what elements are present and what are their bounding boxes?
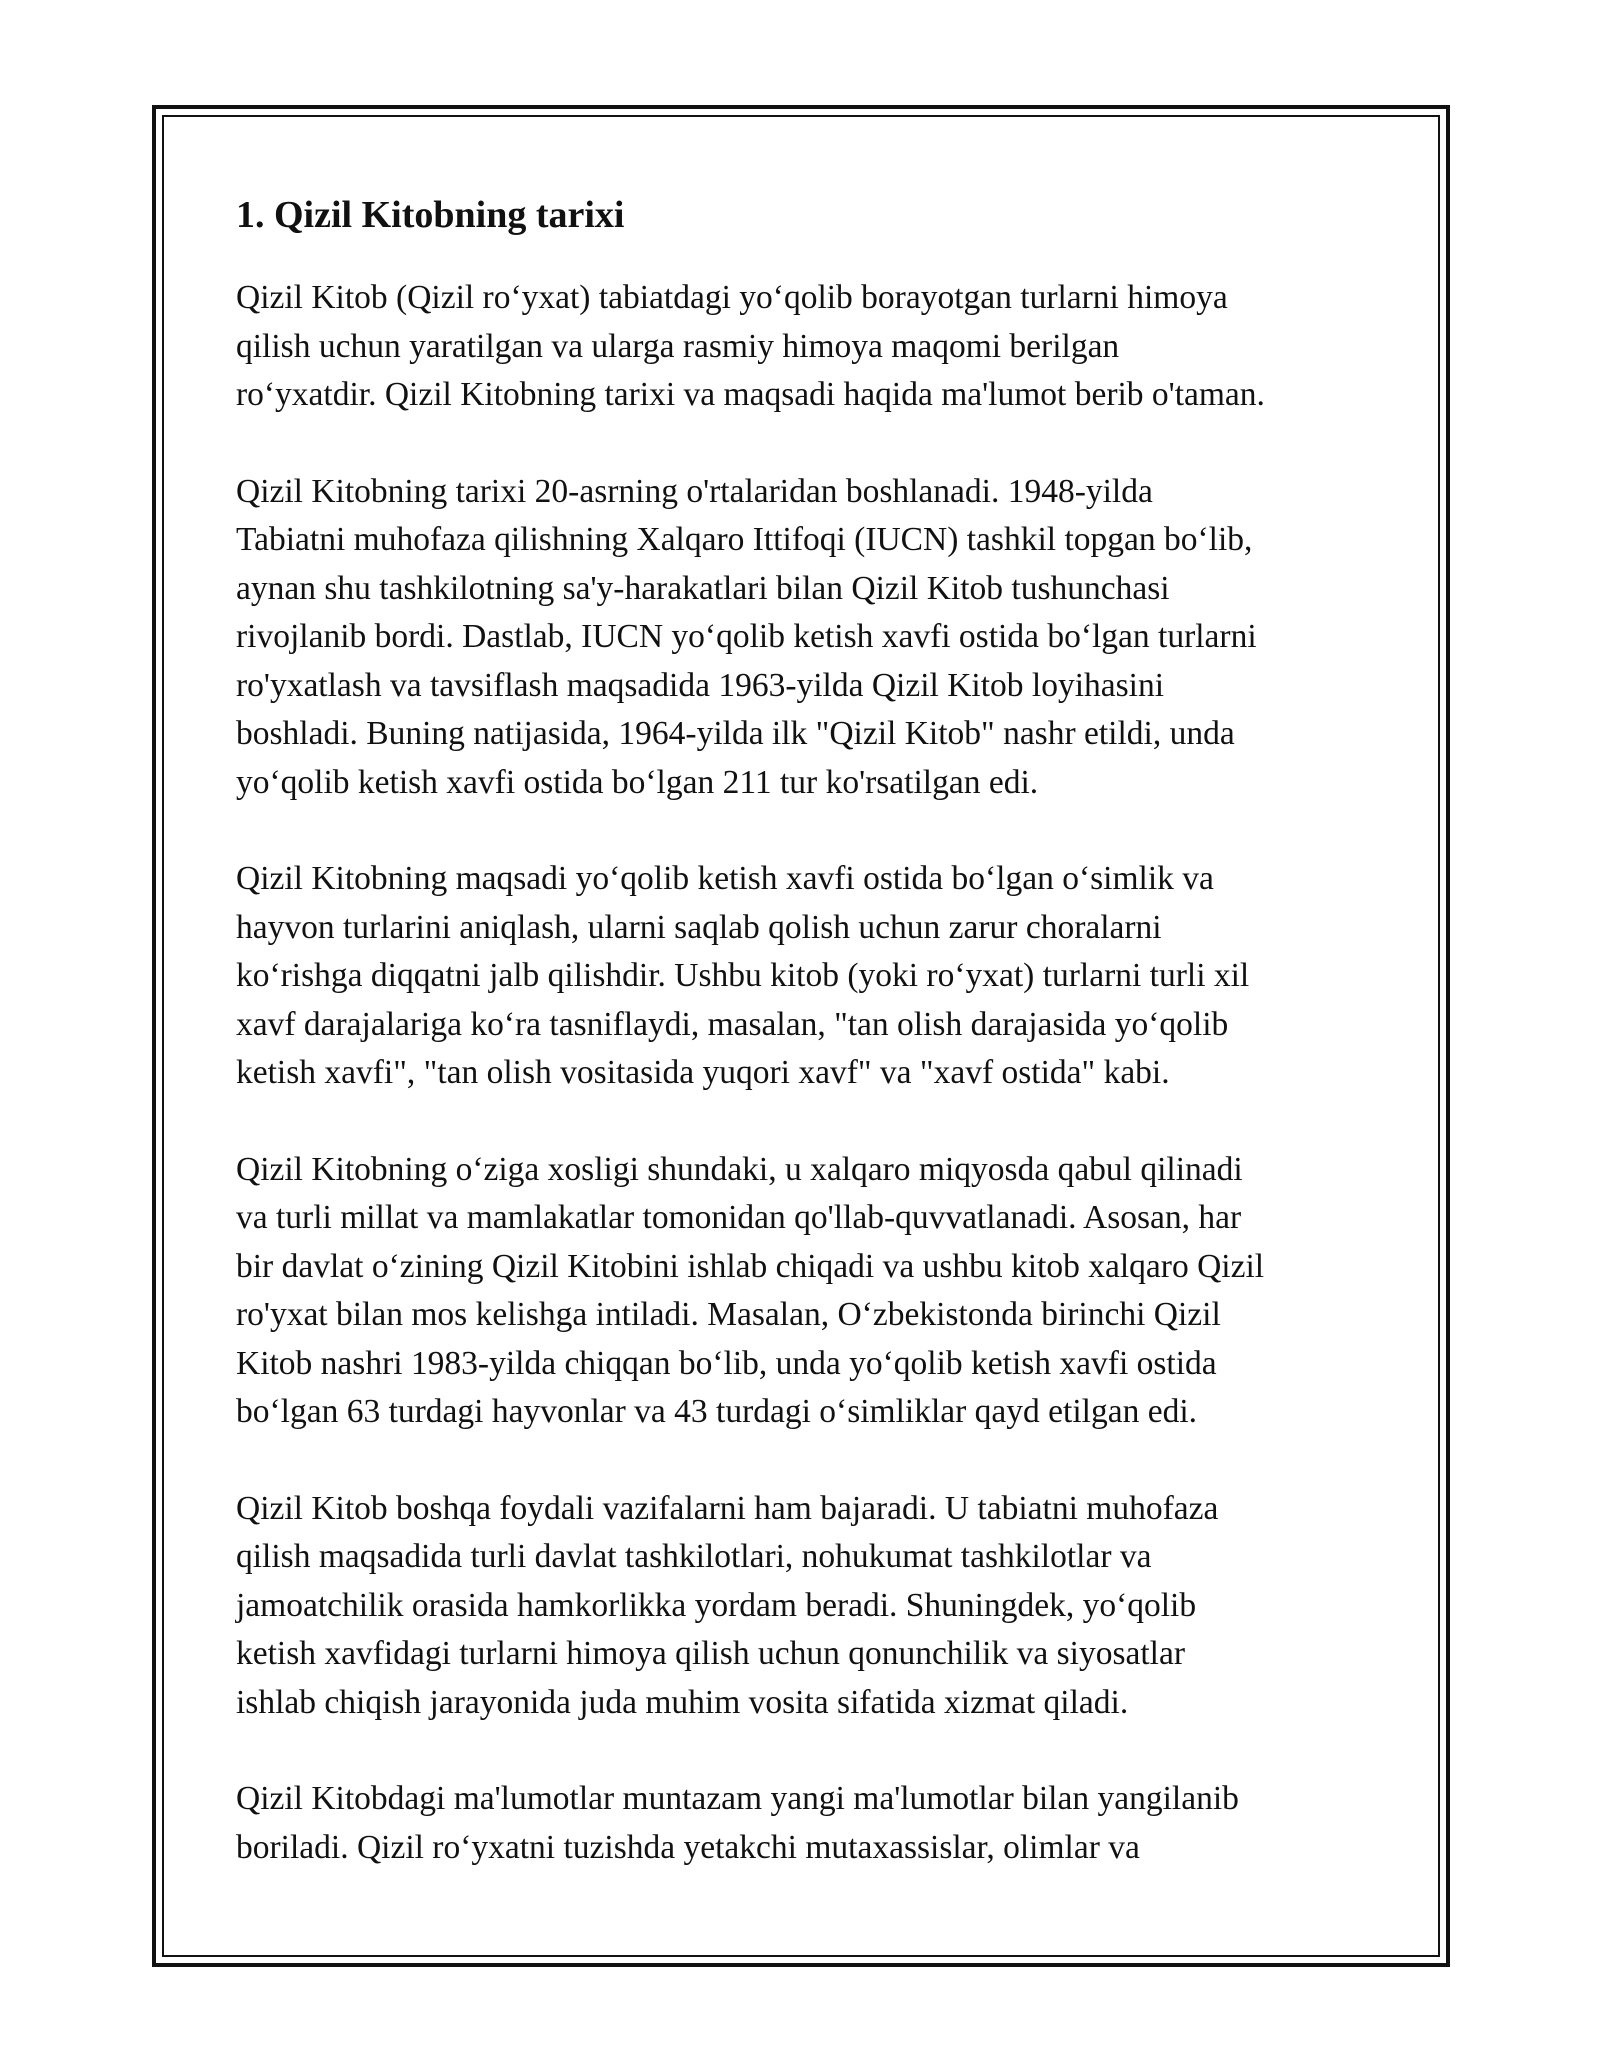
paragraph-line: ketish xavfi", "tan olish vositasida yuqori xavf" va "xavf ostida" kabi. [236, 1054, 1170, 1091]
paragraph-line: ketish xavfidagi turlarni himoya qilish uchun qonunchilik va siyosatlar [236, 1635, 1185, 1672]
paragraph-line: bo‘lgan 63 turdagi hayvonlar va 43 turdagi o‘simliklar qayd etilgan edi. [236, 1393, 1198, 1430]
paragraph-line: Qizil Kitobning o‘ziga xosligi shundaki, u xalqaro miqyosda qabul qilinadi [236, 1150, 1243, 1188]
paragraph [236, 468, 1376, 808]
paragraph-line: hayvon turlarini aniqlash, ularni saqlab qolish uchun zarur choralarni [236, 908, 1162, 946]
paragraph-line: ro‘yxatdir. Qizil Kitobning tarixi va maqsadi haqida ma'lumot berib o'taman. [236, 376, 1265, 413]
paragraph-line: aynan shu tashkilotning sa'y-harakatlari bilan Qizil Kitob tushunchasi [236, 569, 1170, 607]
paragraph-line: Qizil Kitob boshqa foydali vazifalarni ham bajaradi. U tabiatni muhofaza [236, 1489, 1219, 1527]
paragraph-line: jamoatchilik orasida hamkorlikka yordam beradi. Shuningdek, yo‘qolib [236, 1586, 1197, 1624]
paragraph-line: boshladi. Buning natijasida, 1964-yilda ilk "Qizil Kitob" nashr etildi, unda [236, 715, 1235, 752]
paragraph-line: qilish uchun yaratilgan va ularga rasmiy himoya maqomi berilgan [236, 327, 1120, 365]
paragraph [236, 274, 1376, 420]
paragraph-line: bir davlat o‘zining Qizil Kitobini ishlab chiqadi va ushbu kitob xalqaro Qizil [236, 1247, 1265, 1285]
paragraph-line: ko‘rishga diqqatni jalb qilishdir. Ushbu kitob (yoki ro‘yxat) turlarni turli xil [236, 957, 1250, 994]
paragraph-line: ro'yxat bilan mos kelishga intiladi. Masalan, O‘zbekistonda birinchi Qizil [236, 1296, 1221, 1333]
paragraph-line: rivojlanib bordi. Dastlab, IUCN yo‘qolib ketish xavfi ostida bo‘lgan turlarni [236, 618, 1257, 655]
paragraph-line: ro'yxatlash va tavsiflash maqsadida 1963-yilda Qizil Kitob loyihasini [236, 666, 1165, 704]
paragraph-line: ishlab chiqish jarayonida juda muhim vosita sifatida xizmat qiladi. [236, 1683, 1129, 1721]
paragraph [236, 1775, 1376, 1872]
paragraph [236, 1146, 1376, 1437]
paragraph-list [236, 274, 1376, 1872]
document-body [236, 190, 1376, 1920]
paragraph-line: va turli millat va mamlakatlar tomonidan qo'llab-quvvatlanadi. Asosan, har [236, 1199, 1242, 1236]
paragraph-line: Kitob nashri 1983-yilda chiqqan bo‘lib, unda yo‘qolib ketish xavfi ostida [236, 1344, 1217, 1382]
paragraph-line: Tabiatni muhofaza qilishning Xalqaro Ittifoqi (IUCN) tashkil topgan bo‘lib, [236, 521, 1253, 558]
paragraph-line: Qizil Kitobning maqsadi yo‘qolib ketish xavfi ostida bo‘lgan o‘simlik va [236, 860, 1214, 897]
paragraph-line: Qizil Kitobdagi ma'lumotlar muntazam yangi ma'lumotlar bilan yangilanib [236, 1780, 1239, 1817]
paragraph-line: qilish maqsadida turli davlat tashkilotlari, nohukumat tashkilotlar va [236, 1538, 1152, 1575]
paragraph-line: Qizil Kitob (Qizil ro‘yxat) tabiatdagi yo‘qolib borayotgan turlarni himoya [236, 279, 1228, 316]
paragraph [236, 1485, 1376, 1728]
paragraph-line: Qizil Kitobning tarixi 20-asrning o'rtalaridan boshlanadi. 1948-yilda [236, 472, 1153, 510]
paragraph-line: yo‘qolib ketish xavfi ostida bo‘lgan 211 tur ko'rsatilgan edi. [236, 763, 1039, 801]
section-heading: 1. Qizil Kitobning tarixi [236, 194, 625, 236]
paragraph [236, 855, 1376, 1098]
paragraph-line: boriladi. Qizil ro‘yxatni tuzishda yetakchi mutaxassislar, olimlar va [236, 1828, 1140, 1866]
paragraph-line: xavf darajalariga ko‘ra tasniflaydi, masalan, "tan olish darajasida yo‘qolib [236, 1005, 1229, 1043]
